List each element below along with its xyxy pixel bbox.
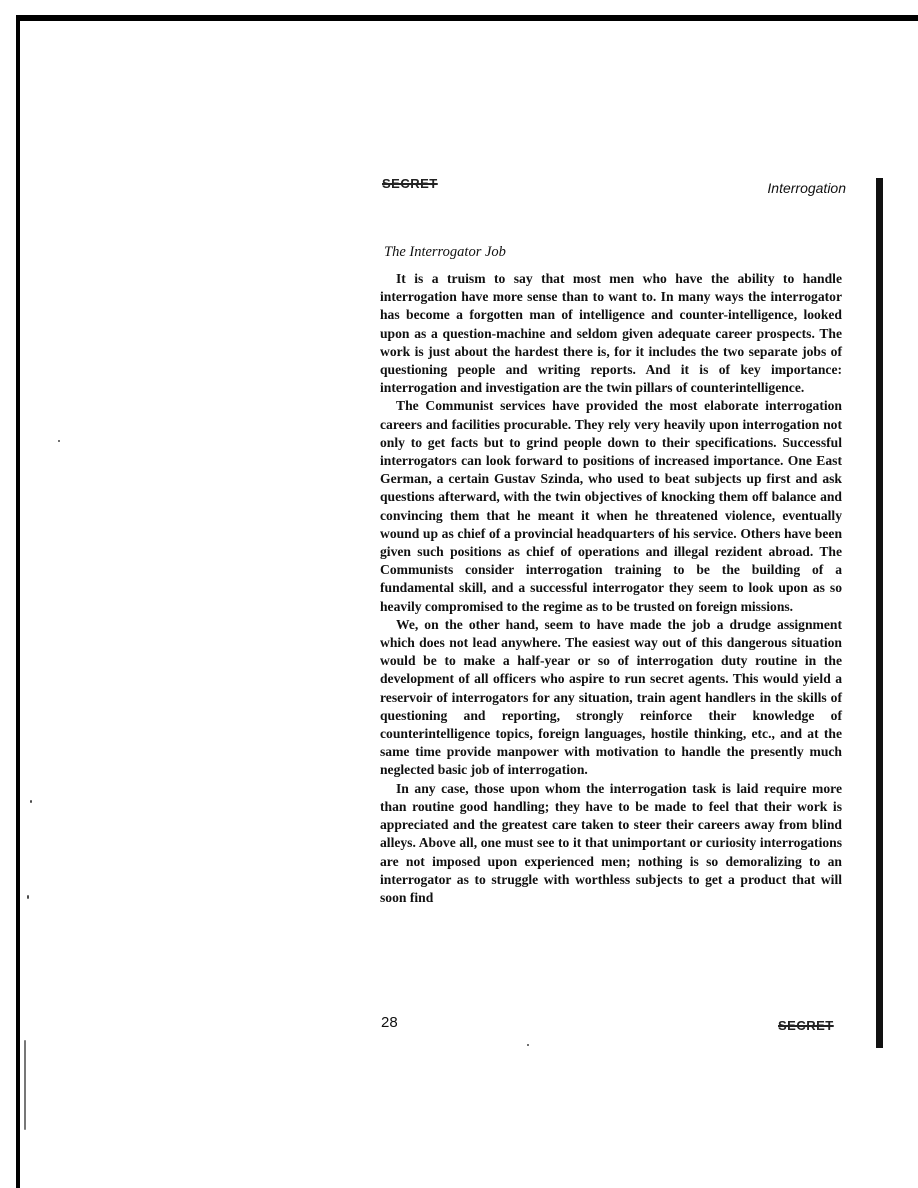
scan-speck [58, 440, 60, 442]
classification-stamp-bottom: SECRET [778, 1018, 834, 1033]
paragraph: In any case, those upon whom the interrogation task is laid require more than routine good handling; they have to be made to feel that their work is appreciated and the greatest care taken to steer their careers away from blind alleys. Above all, one must see to it that unimportant or curiosity interrogations are not imposed upon experienced men; nothing is so demoralizing to an interrogator as to struggle with worthless subjects to get a product that will soon find [380, 780, 842, 905]
section-title: The Interrogator Job [384, 244, 506, 260]
paragraph: It is a truism to say that most men who have the ability to handle interrogation have more sense than to want to. In many ways the interrogator has become a forgotten man of intelligence and counter-intelligence, looked upon as a question-machine and seldom given adequate career prospects. The work is just about the hardest there is, for it includes the two separate jobs of questioning people and writing reports. And it is of key importance: interrogation and investigation are the twin pillars of counterintelligence. [380, 271, 842, 396]
page-right-margin-bar [876, 178, 883, 1048]
page-top-border [16, 15, 918, 21]
page-number: 28 [381, 1014, 398, 1031]
running-head: Interrogation [767, 180, 846, 196]
paragraph: The Communist services have provided the most elaborate interrogation careers and facilities procurable. They rely very heavily upon interrogation not only to get facts but to grind people down to their specifications. Successful interrogators can look forward to positions of increased importance. One East German, a certain Gustav Szinda, who used to beat subjects up first and ask questions afterward, with the twin objectives of knocking them off balance and convincing them that he meant it when he threatened violence, eventually wound up as chief of a provincial headquarters of his service. Others have been given such positions as chief of operations and illegal rezident abroad. The Communists consider interrogation training to be the building of a fundamental skill, and a successful interrogator they seem to look upon as so heavily compromised to the regime as to be trusted on foreign missions. [380, 398, 842, 614]
scan-speck [24, 1040, 26, 1130]
page-left-border [16, 15, 20, 1188]
classification-stamp-top: SECRET [382, 176, 438, 191]
scan-speck [27, 895, 29, 899]
paragraph: We, on the other hand, seem to have made the job a drudge assignment which does not lead anywhere. The easiest way out of this dangerous situation would be to make a half-year or so of interrogation duty routine in the development of all officers who aspire to run secret agents. This would yield a reservoir of interrogators for any situation, train agent handlers in the skills of questioning and reporting, strongly reinforce their knowledge of counterintelligence topics, foreign languages, hostile thinking, etc., and at the same time provide manpower with motivation to handle the presently much neglected basic job of interrogation. [380, 616, 842, 778]
body-text [380, 270, 842, 907]
scan-speck [527, 1044, 529, 1046]
scan-speck [30, 800, 32, 803]
